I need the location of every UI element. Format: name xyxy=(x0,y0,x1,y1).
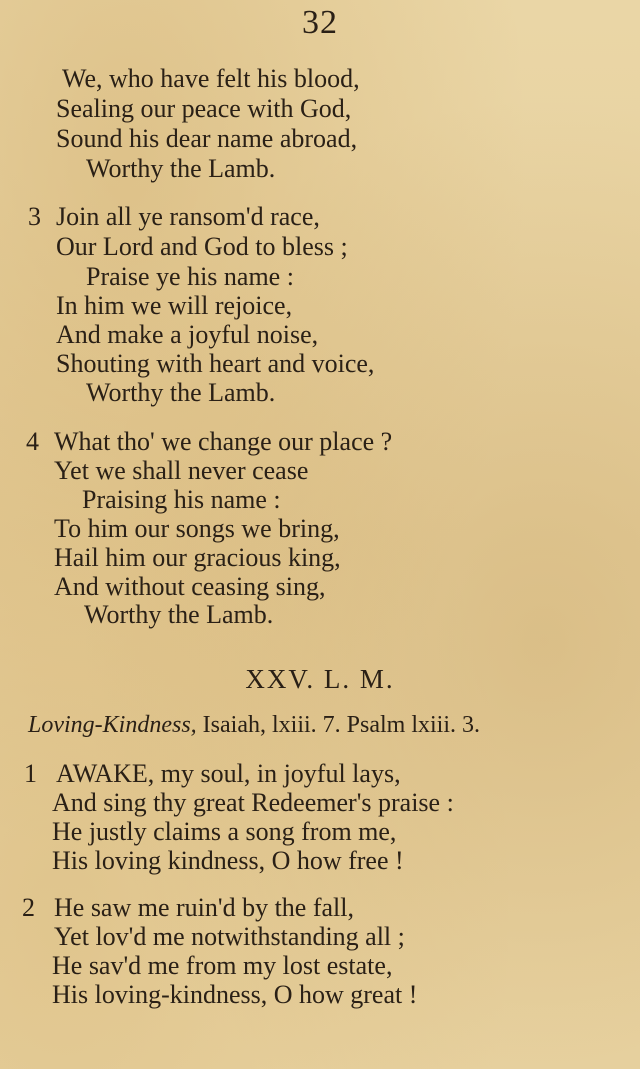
verse-line: What tho' we change our place ? xyxy=(54,427,393,456)
stanza-number: 1 xyxy=(24,759,37,788)
verse-line: Hail him our gracious king, xyxy=(54,543,341,572)
verse-line: His loving kindness, O how free ! xyxy=(52,846,404,875)
verse-line: AWAKE, my soul, in joyful lays, xyxy=(56,759,401,788)
verse-line: Yet we shall never cease xyxy=(54,456,309,485)
verse-line: To him our songs we bring, xyxy=(54,514,340,543)
refrain-line: Worthy the Lamb. xyxy=(86,378,276,407)
verse-line: And make a joyful noise, xyxy=(56,320,319,349)
hymn-subtitle xyxy=(28,712,480,739)
verse-line: He justly claims a song from me, xyxy=(52,817,397,846)
stanza-number: 2 xyxy=(22,893,35,922)
hymn-heading: XXV. L. M. xyxy=(245,664,395,694)
verse-line: In him we will rejoice, xyxy=(56,291,293,320)
verse-line: Sealing our peace with God, xyxy=(56,94,352,123)
stanza-number: 4 xyxy=(26,427,39,456)
refrain-line: Worthy the Lamb. xyxy=(86,154,276,183)
verse-line: He sav'd me from my lost estate, xyxy=(52,951,393,980)
page-number: 32 xyxy=(302,4,338,41)
verse-line: Praise ye his name : xyxy=(86,262,294,291)
verse-line: Our Lord and God to bless ; xyxy=(56,232,348,261)
hymn-title: Loving-Kindness, xyxy=(28,712,197,738)
stanza-number: 3 xyxy=(28,202,41,231)
verse-line: Join all ye ransom'd race, xyxy=(56,202,320,231)
verse-line: We, who have felt his blood, xyxy=(62,64,360,93)
verse-line: He saw me ruin'd by the fall, xyxy=(54,893,354,922)
verse-line: His loving-kindness, O how great ! xyxy=(52,980,418,1009)
verse-line: Yet lov'd me notwithstanding all ; xyxy=(54,922,405,951)
verse-line: Shouting with heart and voice, xyxy=(56,349,375,378)
scripture-references: Isaiah, lxiii. 7. Psalm lxiii. 3. xyxy=(196,712,480,738)
verse-line: And without ceasing sing, xyxy=(54,572,326,601)
verse-line: And sing thy great Redeemer's praise : xyxy=(52,788,454,817)
verse-line: Praising his name : xyxy=(82,485,281,514)
verse-line: Sound his dear name abroad, xyxy=(56,124,358,153)
refrain-line: Worthy the Lamb. xyxy=(84,600,274,629)
